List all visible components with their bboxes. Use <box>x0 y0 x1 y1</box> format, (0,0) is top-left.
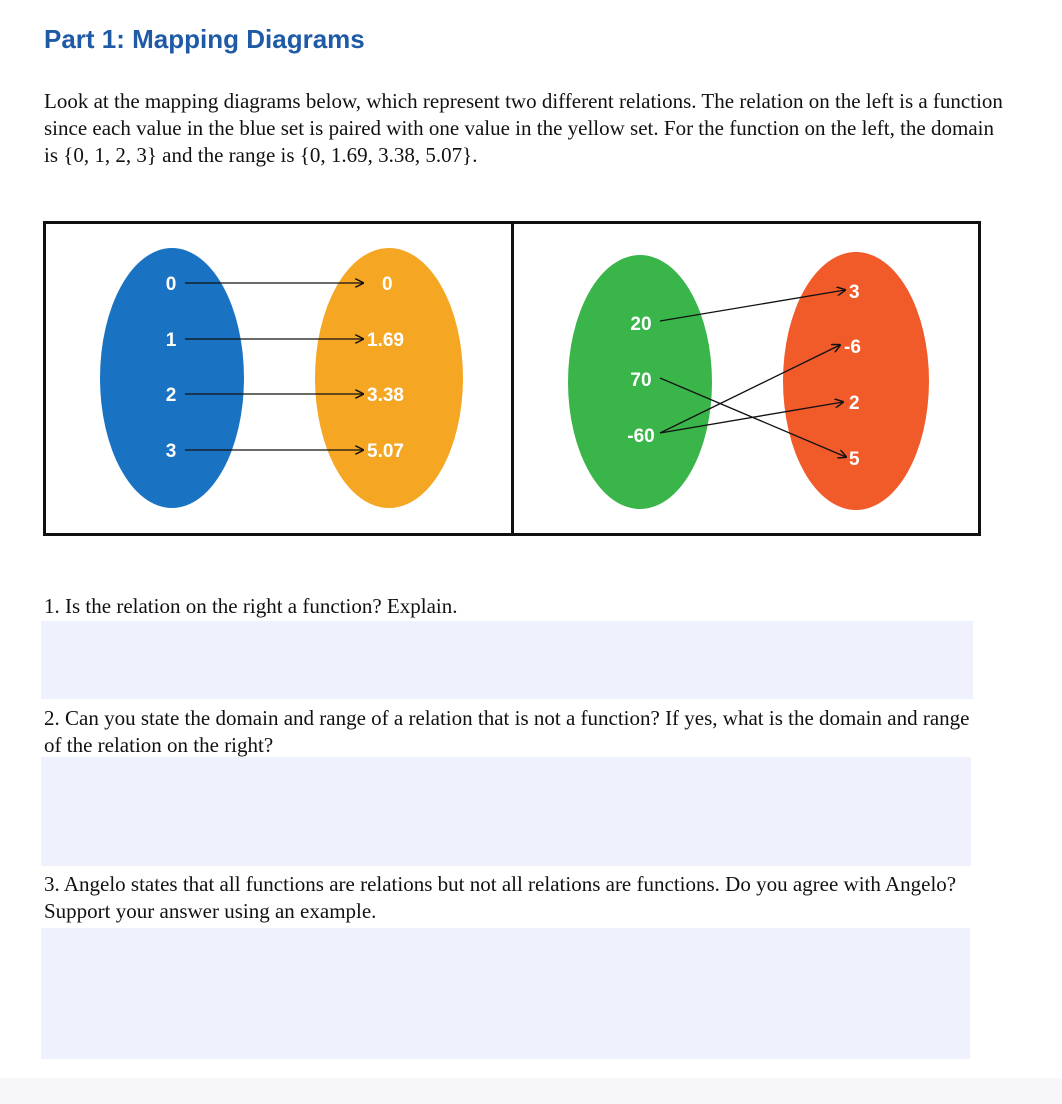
question-3: 3. Angelo states that all functions are relations but not all relations are functions. Do you agree with Angelo? Support your answer using an example. <box>44 872 957 923</box>
domain-label-20: 20 <box>630 314 652 335</box>
range-label-neg6: -6 <box>844 337 861 358</box>
domain-label-3: 3 <box>165 441 177 462</box>
mapping-diagrams <box>43 221 981 536</box>
range-label-1.69: 1.69 <box>367 330 404 351</box>
range-label-0: 0 <box>382 274 393 295</box>
mapping-diagrams-svg <box>43 221 981 536</box>
domain-label-2: 2 <box>165 385 177 406</box>
answer-box-1[interactable] <box>41 621 973 699</box>
answer-box-3[interactable] <box>41 928 970 1059</box>
domain-label-neg60: -60 <box>627 426 655 447</box>
range-label-2: 2 <box>849 393 860 414</box>
question-1: 1. Is the relation on the right a function? Explain. <box>44 594 458 618</box>
range-label-5.07: 5.07 <box>367 441 404 462</box>
domain-label-70: 70 <box>630 370 652 391</box>
range-label-3: 3 <box>849 282 860 303</box>
page-title: Part 1: Mapping Diagrams <box>44 24 365 54</box>
domain-label-1: 1 <box>165 330 177 351</box>
range-label-3.38: 3.38 <box>367 385 404 406</box>
question-2: 2. Can you state the domain and range of a relation that is not a function? If yes, what is the domain and range of the relation on the right? <box>44 706 970 757</box>
range-label-5: 5 <box>849 449 860 470</box>
page-bottom-band <box>0 1078 1062 1104</box>
intro-paragraph: Look at the mapping diagrams below, which represent two different relations. The relation on the left is a function since each value in the blue set is paired with one value in the yellow set. For the function on the left, the domain is {0, 1, 2, 3} and the range is {0, 1.69, 3.38, 5.07}. <box>44 89 1003 167</box>
domain-label-0: 0 <box>165 274 177 295</box>
answer-box-2[interactable] <box>41 757 971 866</box>
